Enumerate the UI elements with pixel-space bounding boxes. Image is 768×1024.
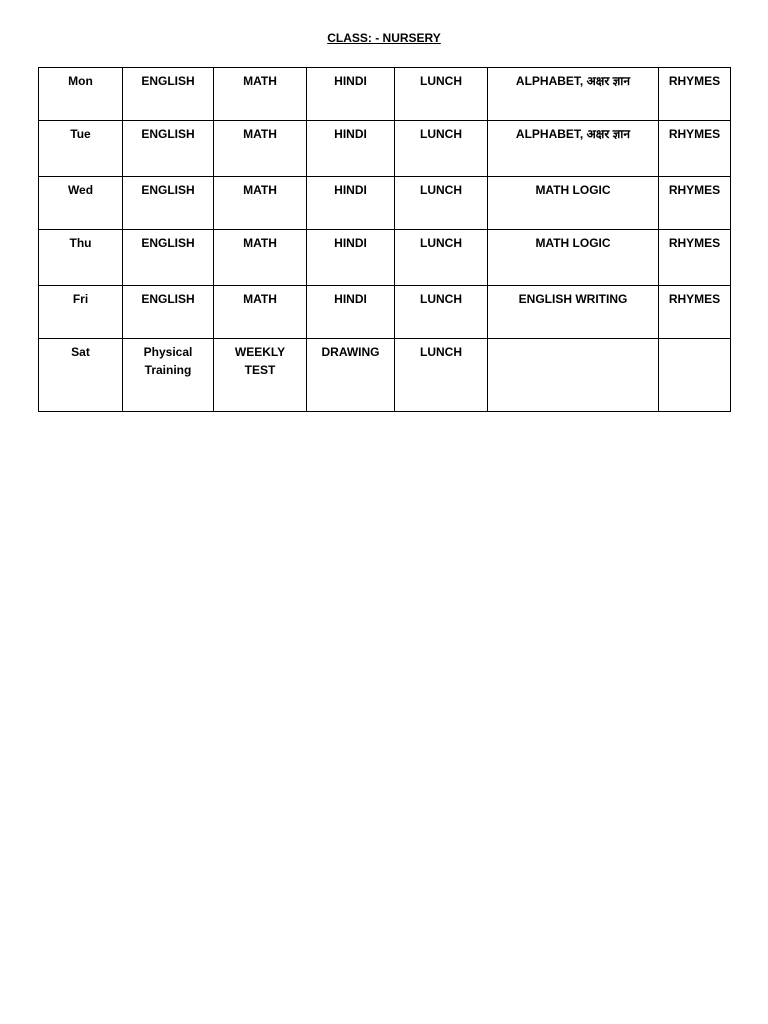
period-cell: MATH [214, 286, 307, 339]
table-row [39, 286, 731, 339]
period-cell: LUNCH [395, 339, 488, 412]
day-cell: Tue [39, 121, 123, 177]
period-cell: RHYMES [659, 177, 731, 230]
table-row [39, 177, 731, 230]
table-row [39, 121, 731, 177]
day-cell: Fri [39, 286, 123, 339]
period-cell: LUNCH [395, 68, 488, 121]
period-cell [488, 339, 659, 412]
day-cell: Mon [39, 68, 123, 121]
period-cell [659, 339, 731, 412]
timetable [38, 67, 731, 412]
period-cell: RHYMES [659, 286, 731, 339]
table-row [39, 230, 731, 286]
period-cell: HINDI [307, 286, 395, 339]
period-cell: MATH [214, 177, 307, 230]
period-cell: RHYMES [659, 230, 731, 286]
period-cell: HINDI [307, 68, 395, 121]
period-cell: ALPHABET, अक्षर ज्ञान [488, 68, 659, 121]
period-cell: ENGLISH WRITING [488, 286, 659, 339]
period-cell: ENGLISH [123, 121, 214, 177]
period-cell: LUNCH [395, 230, 488, 286]
period-cell: HINDI [307, 121, 395, 177]
day-cell: Wed [39, 177, 123, 230]
period-cell: LUNCH [395, 286, 488, 339]
period-cell [123, 339, 214, 412]
period-cell: HINDI [307, 177, 395, 230]
table-row [39, 339, 731, 412]
period-cell: ENGLISH [123, 286, 214, 339]
period-cell: LUNCH [395, 177, 488, 230]
period-cell: RHYMES [659, 121, 731, 177]
table-row [39, 68, 731, 121]
day-cell: Sat [39, 339, 123, 412]
day-cell: Thu [39, 230, 123, 286]
period-cell: ENGLISH [123, 177, 214, 230]
period-cell: HINDI [307, 230, 395, 286]
period-cell: MATH LOGIC [488, 177, 659, 230]
page-title: CLASS: - NURSERY [327, 31, 441, 45]
period-cell: MATH [214, 68, 307, 121]
period-text: Physical Training [143, 345, 193, 377]
period-cell: ENGLISH [123, 230, 214, 286]
period-cell [214, 339, 307, 412]
period-cell: ALPHABET, अक्षर ज्ञान [488, 121, 659, 177]
period-cell: ENGLISH [123, 68, 214, 121]
period-cell: RHYMES [659, 68, 731, 121]
period-cell: MATH LOGIC [488, 230, 659, 286]
period-cell: MATH [214, 230, 307, 286]
period-text: WEEKLY TEST [234, 345, 286, 377]
period-cell: LUNCH [395, 121, 488, 177]
period-cell: MATH [214, 121, 307, 177]
period-cell: DRAWING [307, 339, 395, 412]
